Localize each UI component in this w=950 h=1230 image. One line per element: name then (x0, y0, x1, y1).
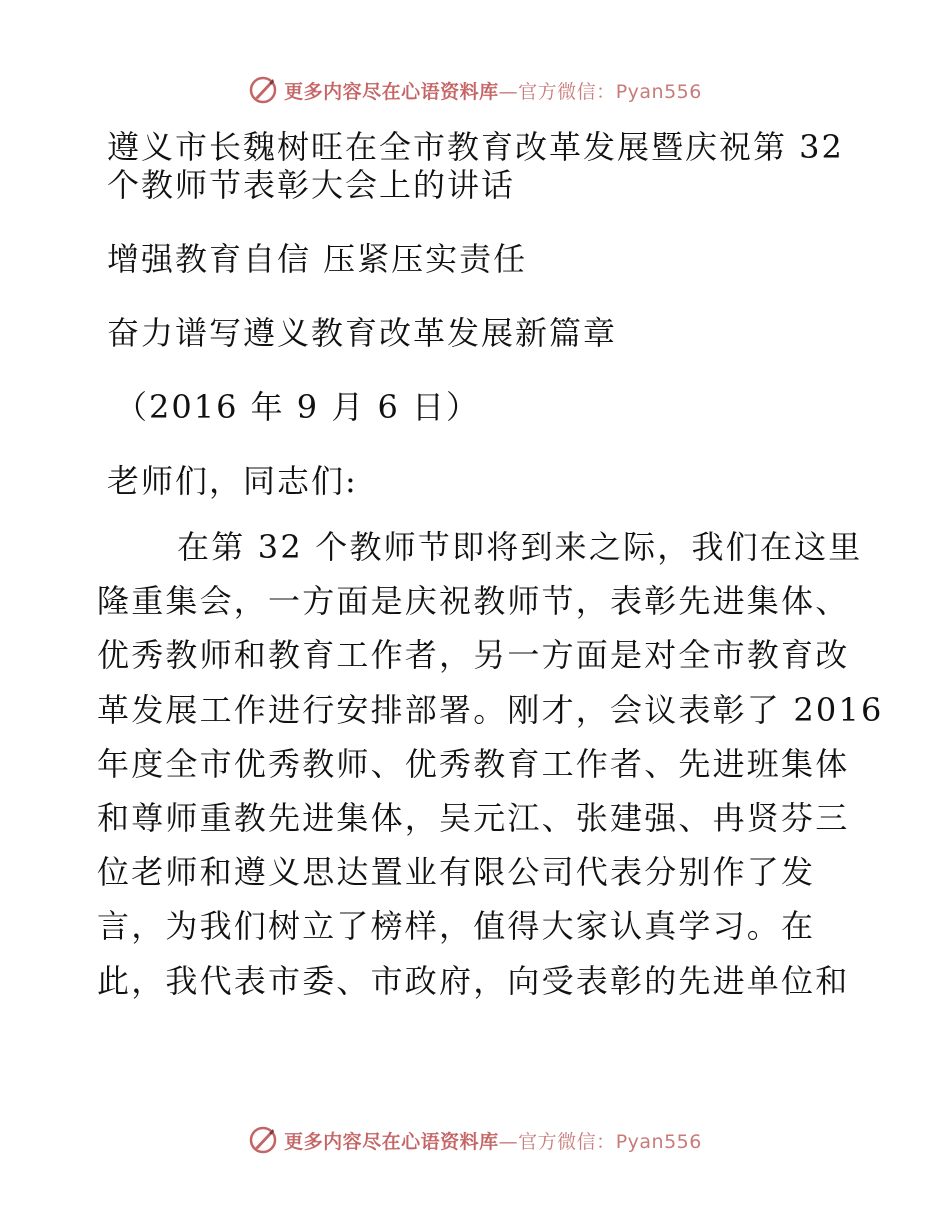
watermark-wechat-id: Pyan556 (615, 80, 702, 103)
subtitle-2: 奋力谱写遵义教育改革发展新篇章 (107, 314, 618, 352)
speech-date: （2016 年 9 月 6 日） (115, 388, 481, 426)
paragraph-line: 隆重集会，一方面是庆祝教师节，表彰先进集体、 (97, 582, 850, 621)
paragraph-line: 位老师和遵义思达置业有限公司代表分别作了发 (97, 853, 816, 892)
watermark-dash: — (498, 80, 519, 103)
paragraph-line: 年度全市优秀教师、优秀教育工作者、先进班集体 (97, 744, 850, 783)
greeting: 老师们，同志们: (107, 462, 358, 500)
quill-logo-icon (248, 75, 278, 105)
paragraph-line: 和尊师重教先进集体，吴元江、张建强、冉贤芬三 (97, 799, 850, 838)
paragraph-line: 此，我代表市委、市政府，向受表彰的先进单位和 (97, 961, 850, 1000)
watermark-brand: 更多内容尽在心语资料库 (284, 80, 499, 103)
watermark-official: 官方微信： (518, 80, 616, 103)
quill-logo-icon (248, 1125, 278, 1155)
title-line-2: 个教师节表彰大会上的讲话 (107, 166, 516, 204)
watermark-dash: — (498, 1130, 519, 1153)
title-line-1: 遵义市长魏树旺在全市教育改革发展暨庆祝第 32 (107, 128, 844, 166)
watermark-official: 官方微信： (518, 1130, 616, 1153)
watermark-brand: 更多内容尽在心语资料库 (284, 1130, 499, 1153)
watermark-text (284, 77, 702, 104)
watermark-text (284, 1127, 702, 1154)
paragraph-line: 言，为我们树立了榜样，值得大家认真学习。在 (97, 907, 816, 946)
watermark-wechat-id: Pyan556 (615, 1130, 702, 1153)
header-watermark (0, 70, 950, 110)
document-title (97, 128, 857, 204)
paragraph (97, 520, 884, 1008)
paragraph-line: 革发展工作进行安排部署。刚才，会议表彰了 2016 (97, 690, 884, 729)
footer-watermark (0, 1120, 950, 1160)
paragraph-line: 优秀教师和教育工作者，另一方面是对全市教育改 (97, 636, 850, 675)
paragraph-line: 在第 32 个教师节即将到来之际，我们在这里 (177, 528, 863, 566)
subtitle-1: 增强教育自信 压紧压实责任 (107, 240, 528, 278)
document-body (97, 128, 884, 1008)
